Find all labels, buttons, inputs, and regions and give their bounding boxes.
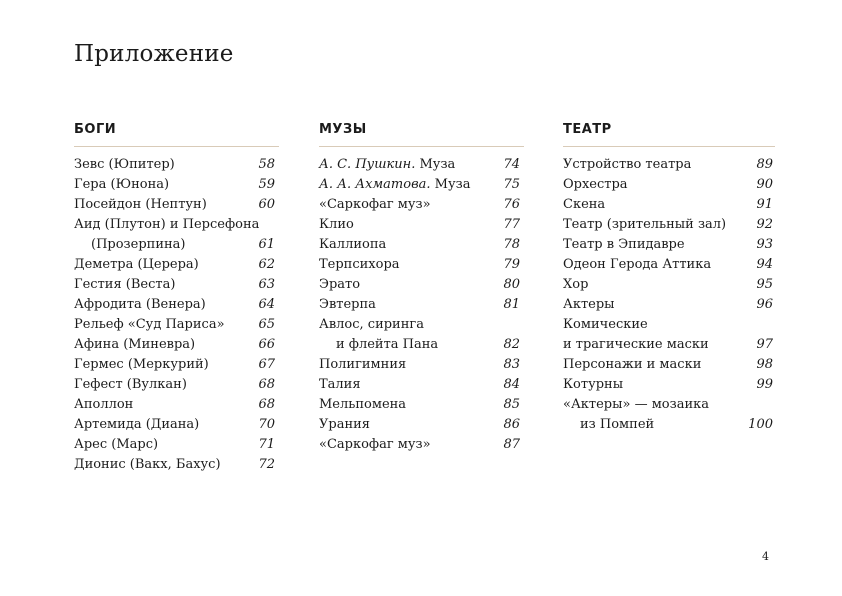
entry-page: 72 <box>258 457 275 472</box>
entry-title: Зевс (Юпитер) <box>74 157 175 172</box>
entry-title: «Саркофаг муз» <box>319 437 431 452</box>
entry-page: 86 <box>503 417 520 432</box>
entry-page: 99 <box>756 377 773 392</box>
entry-page: 75 <box>503 177 520 192</box>
toc-entry[interactable] <box>319 395 524 415</box>
toc-entry[interactable] <box>74 395 279 415</box>
toc-entry[interactable] <box>319 215 524 235</box>
toc-entry[interactable] <box>563 395 775 415</box>
entry-title: Орхестра <box>563 177 628 192</box>
toc-entry[interactable] <box>563 315 775 335</box>
entry-page: 68 <box>258 397 275 412</box>
toc-column-theatre <box>563 122 775 435</box>
toc-column-gods <box>74 122 279 475</box>
toc-entry[interactable] <box>319 375 524 395</box>
entry-title: Афродита (Венера) <box>74 297 206 312</box>
toc-entry[interactable] <box>563 215 775 235</box>
entry-page: 59 <box>258 177 275 192</box>
entry-title: «Саркофаг муз» <box>319 197 431 212</box>
entry-author: А. А. Ахматова. <box>319 177 431 192</box>
toc-list <box>563 155 775 435</box>
entry-page: 68 <box>258 377 275 392</box>
entry-page: 81 <box>503 297 520 312</box>
toc-entry[interactable] <box>563 155 775 175</box>
toc-list <box>74 155 279 475</box>
entry-title: Терпсихора <box>319 257 400 272</box>
entry-page: 83 <box>503 357 520 372</box>
entry-title: Мельпомена <box>319 397 407 412</box>
entry-page: 70 <box>258 417 275 432</box>
toc-entry[interactable] <box>319 195 524 215</box>
entry-page: 94 <box>756 257 773 272</box>
entry-title: и флейта Пана <box>336 337 439 352</box>
entry-title: Артемида (Диана) <box>74 417 200 432</box>
entry-title: Муза <box>415 157 456 172</box>
entry-page: 96 <box>756 297 773 312</box>
toc-entry[interactable] <box>74 255 279 275</box>
toc-entry[interactable] <box>563 195 775 215</box>
toc-entry[interactable] <box>319 415 524 435</box>
entry-page: 79 <box>503 257 520 272</box>
entry-title: Дионис (Вакх, Бахус) <box>74 457 221 472</box>
entry-title: Устройство театра <box>563 157 692 172</box>
entry-page: 98 <box>756 357 773 372</box>
entry-title: Театр (зрительный зал) <box>563 217 727 232</box>
entry-title: Гефест (Вулкан) <box>74 377 187 392</box>
toc-entry[interactable] <box>74 355 279 375</box>
entry-page: 100 <box>748 417 773 432</box>
entry-page: 63 <box>258 277 275 292</box>
toc-entry[interactable] <box>74 435 279 455</box>
toc-entry[interactable] <box>563 355 775 375</box>
entry-page: 62 <box>258 257 275 272</box>
toc-entry[interactable] <box>319 355 524 375</box>
toc-entry[interactable] <box>319 295 524 315</box>
entry-title: Персонажи и маски <box>563 357 702 372</box>
entry-author: А. С. Пушкин. <box>319 157 416 172</box>
entry-title: Аполлон <box>74 397 134 412</box>
entry-title: Гермес (Меркурий) <box>74 357 209 372</box>
toc-entry-continued[interactable] <box>563 415 775 435</box>
entry-title: Актеры <box>563 297 615 312</box>
entry-page: 71 <box>258 437 275 452</box>
page-number: 4 <box>762 550 769 563</box>
column-heading: МУЗЫ <box>319 122 524 147</box>
toc-entry[interactable] <box>74 455 279 475</box>
toc-entry[interactable] <box>563 255 775 275</box>
entry-page: 95 <box>756 277 773 292</box>
entry-page: 76 <box>503 197 520 212</box>
entry-title: Каллиопа <box>319 237 387 252</box>
entry-page: 91 <box>756 197 773 212</box>
entry-title: Муза <box>430 177 471 192</box>
toc-entry[interactable] <box>319 175 524 195</box>
entry-title: Гестия (Веста) <box>74 277 176 292</box>
entry-title: Клио <box>319 217 354 232</box>
entry-title: Театр в Эпидавре <box>563 237 685 252</box>
entry-page: 60 <box>258 197 275 212</box>
entry-title: из Помпей <box>580 417 655 432</box>
entry-title: «Актеры» — мозаика <box>563 397 710 412</box>
entry-title: Талия <box>319 377 361 392</box>
entry-page: 87 <box>503 437 520 452</box>
entry-page: 66 <box>258 337 275 352</box>
entry-title: Гера (Юнона) <box>74 177 170 192</box>
entry-page: 65 <box>258 317 275 332</box>
entry-page: 64 <box>258 297 275 312</box>
entry-title: Хор <box>563 277 589 292</box>
entry-page: 97 <box>756 337 773 352</box>
entry-title: Афина (Миневра) <box>74 337 196 352</box>
toc-entry[interactable] <box>563 275 775 295</box>
entry-title: Комические <box>563 317 648 332</box>
entry-page: 58 <box>258 157 275 172</box>
entry-page: 61 <box>258 237 275 252</box>
entry-page: 90 <box>756 177 773 192</box>
entry-page: 78 <box>503 237 520 252</box>
toc-entry[interactable] <box>74 195 279 215</box>
entry-title: (Прозерпина) <box>91 237 186 252</box>
toc-entry[interactable] <box>319 315 524 335</box>
entry-title: Аид (Плутон) и Персефона <box>74 217 260 232</box>
toc-entry[interactable] <box>563 235 775 255</box>
entry-page: 80 <box>503 277 520 292</box>
entry-title: Посейдон (Нептун) <box>74 197 207 212</box>
toc-entry-continued[interactable] <box>319 335 524 355</box>
toc-entry[interactable] <box>74 375 279 395</box>
page-title: Приложение <box>74 41 234 67</box>
entry-title: Рельеф «Суд Париса» <box>74 317 225 332</box>
entry-title: Полигимния <box>319 357 407 372</box>
toc-entry[interactable] <box>563 295 775 315</box>
toc-entry[interactable] <box>74 275 279 295</box>
toc-entry[interactable] <box>319 255 524 275</box>
entry-page: 92 <box>756 217 773 232</box>
entry-title: Эвтерпа <box>319 297 376 312</box>
entry-title: Котурны <box>563 377 624 392</box>
entry-title: Арес (Марс) <box>74 437 159 452</box>
toc-entry[interactable] <box>74 315 279 335</box>
toc-list <box>319 155 524 455</box>
entry-page: 67 <box>258 357 275 372</box>
entry-title: Одеон Герода Аттика <box>563 257 712 272</box>
entry-page: 74 <box>503 157 520 172</box>
toc-entry[interactable] <box>74 215 279 235</box>
toc-entry[interactable] <box>74 295 279 315</box>
entry-page: 93 <box>756 237 773 252</box>
entry-title: Авлос, сиринга <box>319 317 424 332</box>
entry-page: 85 <box>503 397 520 412</box>
toc-entry[interactable] <box>563 335 775 355</box>
entry-page: 82 <box>503 337 520 352</box>
entry-title: Скена <box>563 197 606 212</box>
column-heading: ТЕАТР <box>563 122 775 147</box>
toc-entry[interactable] <box>74 175 279 195</box>
toc-entry[interactable] <box>563 375 775 395</box>
column-heading: БОГИ <box>74 122 279 147</box>
entry-title: Урания <box>319 417 370 432</box>
entry-title: и трагические маски <box>563 337 709 352</box>
toc-entry[interactable] <box>319 155 524 175</box>
toc-entry[interactable] <box>74 415 279 435</box>
entry-page: 89 <box>756 157 773 172</box>
toc-entry[interactable] <box>74 335 279 355</box>
toc-entry[interactable] <box>319 275 524 295</box>
entry-title: Деметра (Церера) <box>74 257 199 272</box>
entry-title: Эрато <box>319 277 361 292</box>
toc-entry[interactable] <box>563 175 775 195</box>
toc-entry[interactable] <box>319 235 524 255</box>
entry-page: 84 <box>503 377 520 392</box>
entry-page: 77 <box>503 217 520 232</box>
toc-entry[interactable] <box>74 155 279 175</box>
toc-column-muses <box>319 122 524 455</box>
toc-entry[interactable] <box>319 435 524 455</box>
toc-entry-continued[interactable] <box>74 235 279 255</box>
